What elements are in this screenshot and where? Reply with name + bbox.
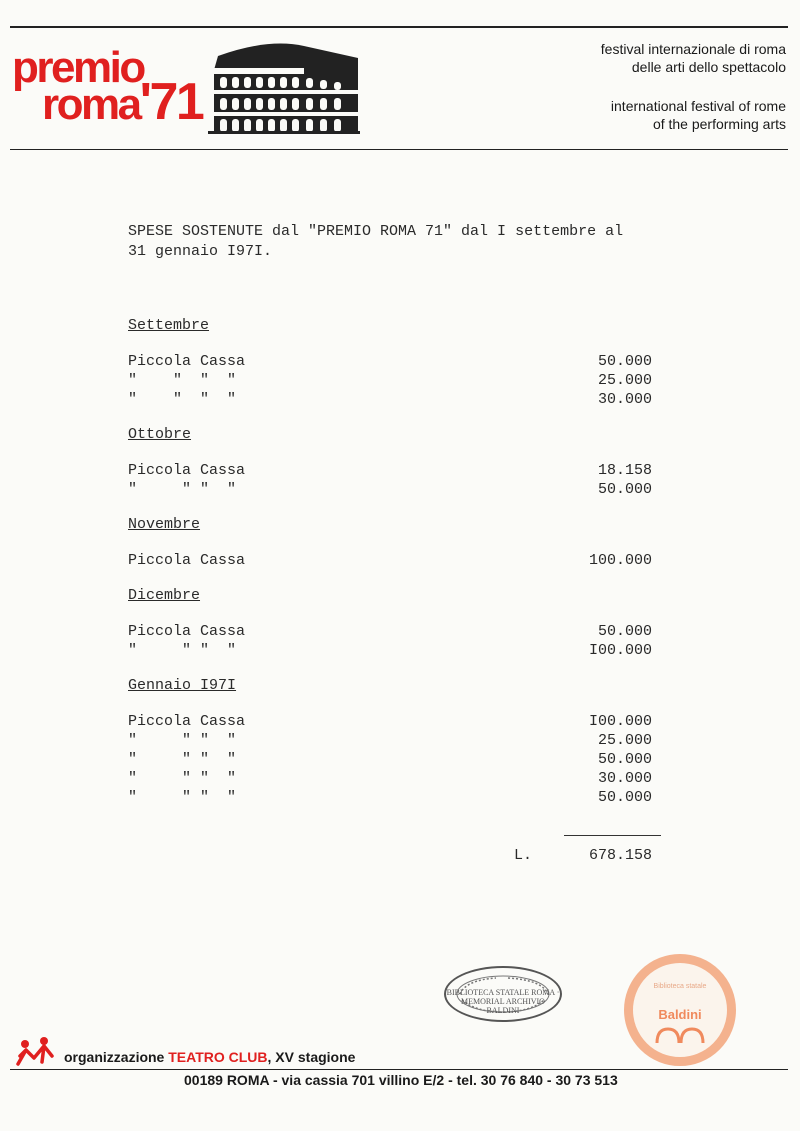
logo-line-1: premio bbox=[12, 43, 144, 92]
logo-roma: roma bbox=[42, 80, 140, 129]
watermark-name: Baldini bbox=[658, 1007, 702, 1022]
month-heading: Settembre bbox=[128, 317, 210, 334]
expense-label: " " " " bbox=[128, 481, 237, 498]
expense-label: Piccola Cassa bbox=[128, 462, 246, 479]
baldini-watermark bbox=[624, 954, 736, 1066]
expense-label: " " " " bbox=[128, 391, 237, 408]
total-amount: 678.158 bbox=[588, 847, 652, 864]
expense-row bbox=[128, 480, 668, 499]
header-english-text bbox=[611, 97, 786, 133]
expense-row bbox=[128, 390, 668, 409]
expense-row bbox=[128, 641, 668, 660]
organization-line bbox=[64, 1049, 355, 1065]
document-title: SPESE SOSTENUTE dal "PREMIO ROMA 71" dal I settembre al 31 gennaio I97I. bbox=[128, 223, 624, 260]
month-heading: Ottobre bbox=[128, 426, 192, 443]
expense-label: " " " " bbox=[128, 770, 237, 787]
expense-row bbox=[128, 461, 668, 480]
expense-label: " " " " bbox=[128, 642, 237, 659]
month-heading: Dicembre bbox=[128, 587, 201, 604]
header-en-line-2: of the performing arts bbox=[652, 116, 786, 132]
header-bottom-rule bbox=[10, 149, 788, 150]
header-it-line-2: delle arti dello spettacolo bbox=[631, 59, 786, 75]
header-en-line-1: international festival of rome bbox=[610, 98, 786, 114]
expense-row bbox=[128, 788, 668, 807]
month-heading: Novembre bbox=[128, 516, 201, 533]
expense-label: " " " " bbox=[128, 372, 237, 389]
teatro-club-logo-icon bbox=[14, 1036, 58, 1066]
total-row bbox=[128, 847, 668, 867]
expense-label: " " " " bbox=[128, 751, 237, 768]
expense-row bbox=[128, 750, 668, 769]
total-currency: L. bbox=[514, 847, 533, 864]
expense-label: Piccola Cassa bbox=[128, 552, 246, 569]
expense-label: Piccola Cassa bbox=[128, 623, 246, 640]
header-it-line-1: festival internazionale di roma bbox=[600, 41, 786, 57]
expense-amount: 25.000 bbox=[597, 372, 652, 389]
expense-list bbox=[128, 316, 668, 807]
watermark-small-text: Biblioteca statale bbox=[653, 983, 707, 990]
expense-label: " " " " bbox=[128, 789, 237, 806]
expense-row bbox=[128, 769, 668, 788]
stamp-text: BIBLIOTECA STATALE ROMA · MEMORIAL ARCHIVIO BALDINI bbox=[446, 988, 560, 1015]
expense-amount: 50.000 bbox=[597, 353, 652, 370]
expense-amount: 50.000 bbox=[597, 789, 652, 806]
footer-rule bbox=[10, 1069, 788, 1070]
expense-row bbox=[128, 371, 668, 390]
org-prefix: organizzazione bbox=[64, 1049, 169, 1065]
month-heading: Gennaio I97I bbox=[128, 677, 237, 694]
colosseum-icon bbox=[208, 40, 360, 134]
header-top-rule bbox=[10, 26, 788, 28]
logo-line-2 bbox=[42, 73, 203, 131]
expense-amount: 50.000 bbox=[597, 623, 652, 640]
open-book-icon bbox=[655, 1025, 705, 1045]
footer-address: 00189 ROMA - via cassia 701 villino E/2 - tel. 30 76 840 - 30 73 513 bbox=[184, 1072, 618, 1088]
expense-amount: 50.000 bbox=[597, 481, 652, 498]
expense-label: " " " " bbox=[128, 732, 237, 749]
expense-label: Piccola Cassa bbox=[128, 353, 246, 370]
expense-row bbox=[128, 622, 668, 641]
expense-amount: I00.000 bbox=[588, 642, 652, 659]
logo-year: '71 bbox=[139, 73, 203, 131]
library-stamp bbox=[444, 966, 562, 1022]
expense-amount: 100.000 bbox=[588, 552, 652, 569]
expense-row bbox=[128, 551, 668, 570]
expense-amount: 30.000 bbox=[597, 770, 652, 787]
expense-amount: 18.158 bbox=[597, 462, 652, 479]
expense-amount: 30.000 bbox=[597, 391, 652, 408]
expense-row bbox=[128, 731, 668, 750]
header-italian-text bbox=[601, 40, 786, 76]
expense-row bbox=[128, 712, 668, 731]
org-name: TEATRO CLUB bbox=[168, 1049, 268, 1065]
expense-amount: 25.000 bbox=[597, 732, 652, 749]
expense-amount: 50.000 bbox=[597, 751, 652, 768]
expense-row bbox=[128, 352, 668, 371]
expense-label: Piccola Cassa bbox=[128, 713, 246, 730]
total-divider bbox=[564, 835, 661, 836]
org-suffix: , XV stagione bbox=[267, 1049, 356, 1065]
expense-amount: I00.000 bbox=[588, 713, 652, 730]
